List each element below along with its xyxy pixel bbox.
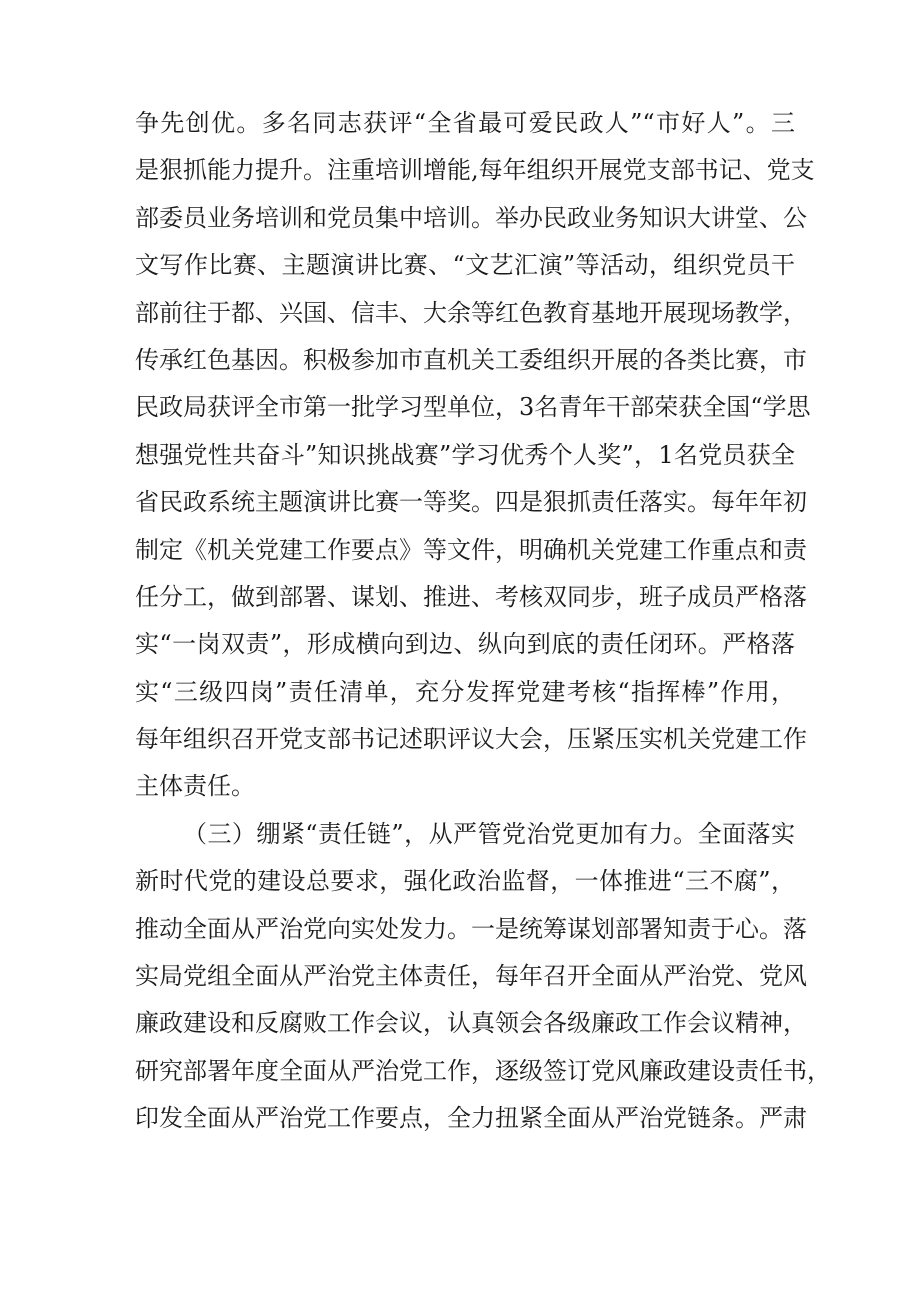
text-line: 民政局获评全市第一批学习型单位，3名青年干部荣获全国“学思 xyxy=(135,393,811,422)
text-line: 传承红色基因。积极参加市直机关工委组织开展的各类比赛，市 xyxy=(135,345,807,374)
text-line: 研究部署年度全面从严治党工作，逐级签订党风廉政建设责任书， xyxy=(135,1056,831,1085)
text-line: 省民政系统主题演讲比赛一等奖。四是狠抓责任落实。每年年初 xyxy=(135,488,807,517)
text-line: 每年组织召开党支部书记述职评议大会，压紧压实机关党建工作 xyxy=(135,725,807,754)
text-line: 实“一岗双责”，形成横向到边、纵向到底的责任闭环。严格落 xyxy=(135,630,795,659)
text-line: 实局党组全面从严治党主体责任，每年召开全面从严治党、党风 xyxy=(135,962,807,991)
text-line: 推动全面从严治党向实处发力。一是统筹谋划部署知责于心。落 xyxy=(135,914,807,943)
text-line: 部委员业务培训和党员集中培训。举办民政业务知识大讲堂、公 xyxy=(135,203,807,232)
text-line: 实“三级四岗”责任清单，充分发挥党建考核“指挥棒”作用， xyxy=(135,677,795,706)
text-line: 文写作比赛、主题演讲比赛、“文艺汇演”等活动，组织党员干 xyxy=(135,251,795,280)
text-line: 任分工，做到部署、谋划、推进、考核双同步，班子成员严格落 xyxy=(135,582,807,611)
section-heading-line: （三）绷紧“责任链”，从严管党治党更加有力。全面落实 xyxy=(183,819,795,848)
text-line: 廉政建设和反腐败工作会议，认真领会各级廉政工作会议精神， xyxy=(135,1009,807,1038)
text-line: 新时代党的建设总要求，强化政治监督，一体推进“三不腐”， xyxy=(135,867,795,896)
text-line-paragraph-end: 主体责任。 xyxy=(135,772,255,801)
text-line: 制定《机关党建工作要点》等文件，明确机关党建工作重点和责 xyxy=(135,535,807,564)
text-line: 争先创优。多名同志获评“全省最可爱民政人”“市好人”。三 xyxy=(135,109,795,137)
text-line: 部前往于都、兴国、信丰、大余等红色教育基地开展现场教学， xyxy=(135,298,807,327)
body-text xyxy=(135,100,831,1143)
text-line: 印发全面从严治党工作要点，全力扭紧全面从严治党链条。严肃 xyxy=(135,1104,807,1133)
text-line: 是狠抓能力提升。注重培训增能,每年组织开展党支部书记、党支 xyxy=(135,156,815,185)
text-line: 想强党性共奋斗”知识挑战赛”学习优秀个人奖”，1名党员获全 xyxy=(135,440,795,469)
